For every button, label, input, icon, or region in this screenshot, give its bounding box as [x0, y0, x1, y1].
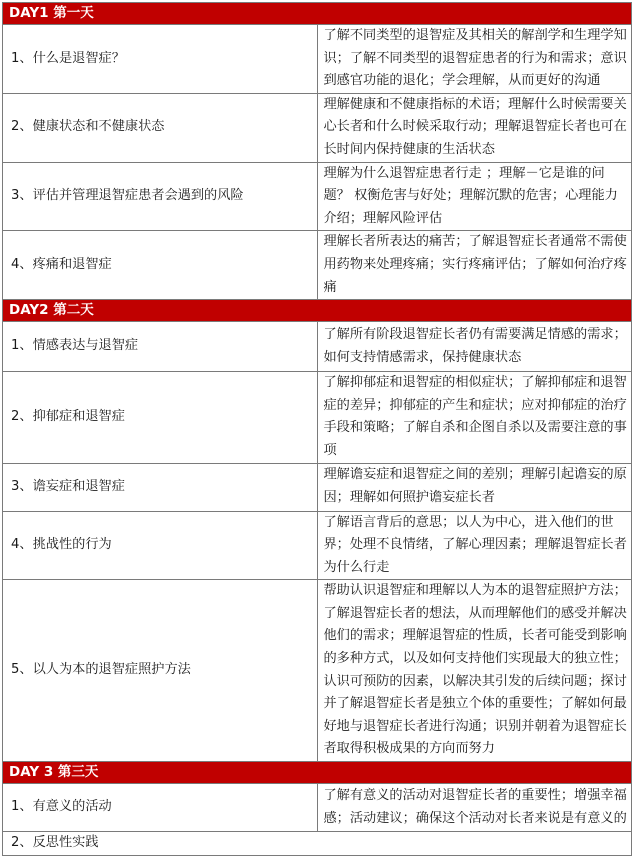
- table-row: [3, 25, 632, 94]
- table-row: [3, 580, 632, 762]
- topic-cell: 2、反思性实践: [3, 832, 632, 856]
- content-cell: 帮助认识退智症和理解以人为本的退智症照护方法；了解退智症长者的想法，从而理解他们的感受并解决他们的需求；理解退智症的性质，长者可能受到影响的多种方式，以及如何支持他们实现最大的独立性；认识可预防的因素，以解决其引发的后续问题；探讨并了解退智症长者是独立个体的重要性；了解如何最好地与退智症长者进行沟通；识别并朝着为退智症长者取得积极成果的方向而努力: [317, 580, 632, 762]
- day-header: [3, 300, 632, 322]
- table-row: [3, 372, 632, 463]
- topic-cell: 4、疼痛和退智症: [3, 231, 318, 300]
- day-title: DAY2 第二天: [3, 300, 632, 322]
- table-row: [3, 93, 632, 162]
- day-header: [3, 3, 632, 25]
- topic-cell: 5、以人为本的退智症照护方法: [3, 580, 318, 762]
- table-row: [3, 784, 632, 832]
- day-title: DAY1 第一天: [3, 3, 632, 25]
- course-schedule: [2, 2, 632, 856]
- content-cell: 理解长者所表达的痛苦；了解退智症长者通常不需使用药物来处理疼痛；实行疼痛评估；了解如何治疗疼痛: [317, 231, 632, 300]
- day-title: DAY 3 第三天: [3, 762, 632, 784]
- day-header: [3, 762, 632, 784]
- content-cell: 理解健康和不健康指标的术语；理解什么时候需要关心长者和什么时候采取行动；理解退智症长者也可在长时间内保持健康的生活状态: [317, 93, 632, 162]
- table-row: [3, 463, 632, 511]
- content-cell: 了解有意义的活动对退智症长者的重要性；增强幸福感；活动建议；确保这个活动对长者来说是有意义的: [317, 784, 632, 832]
- schedule-table: [2, 2, 632, 856]
- topic-cell: 2、抑郁症和退智症: [3, 372, 318, 463]
- content-cell: 了解所有阶段退智症长者仍有需要满足情感的需求；如何支持情感需求，保持健康状态: [317, 322, 632, 372]
- table-row: [3, 162, 632, 231]
- content-cell: 理解为什么退智症患者行走 ；理解－它是谁的问题？ 权衡危害与好处；理解沉默的危害；心理能力介绍；理解风险评估: [317, 162, 632, 231]
- table-row: [3, 832, 632, 856]
- table-row: [3, 511, 632, 580]
- topic-cell: 3、评估并管理退智症患者会遇到的风险: [3, 162, 318, 231]
- content-cell: 了解不同类型的退智症及其相关的解剖学和生理学知识；了解不同类型的退智症患者的行为和需求；意识到感官功能的退化；学会理解，从而更好的沟通: [317, 25, 632, 94]
- topic-cell: 3、谵妄症和退智症: [3, 463, 318, 511]
- topic-cell: 1、有意义的活动: [3, 784, 318, 832]
- table-row: [3, 322, 632, 372]
- content-cell: 了解抑郁症和退智症的相似症状；了解抑郁症和退智症的差异；抑郁症的产生和症状；应对抑郁症的治疗手段和策略；了解自杀和企图自杀以及需要注意的事项: [317, 372, 632, 463]
- topic-cell: 2、健康状态和不健康状态: [3, 93, 318, 162]
- topic-cell: 1、什么是退智症？: [3, 25, 318, 94]
- topic-cell: 4、挑战性的行为: [3, 511, 318, 580]
- table-row: [3, 231, 632, 300]
- topic-cell: 1、情感表达与退智症: [3, 322, 318, 372]
- content-cell: 了解语言背后的意思；以人为中心，进入他们的世界；处理不良情绪，了解心理因素；理解退智症长者为什么行走: [317, 511, 632, 580]
- content-cell: 理解谵妄症和退智症之间的差别；理解引起谵妄的原因；理解如何照护谵妄症长者: [317, 463, 632, 511]
